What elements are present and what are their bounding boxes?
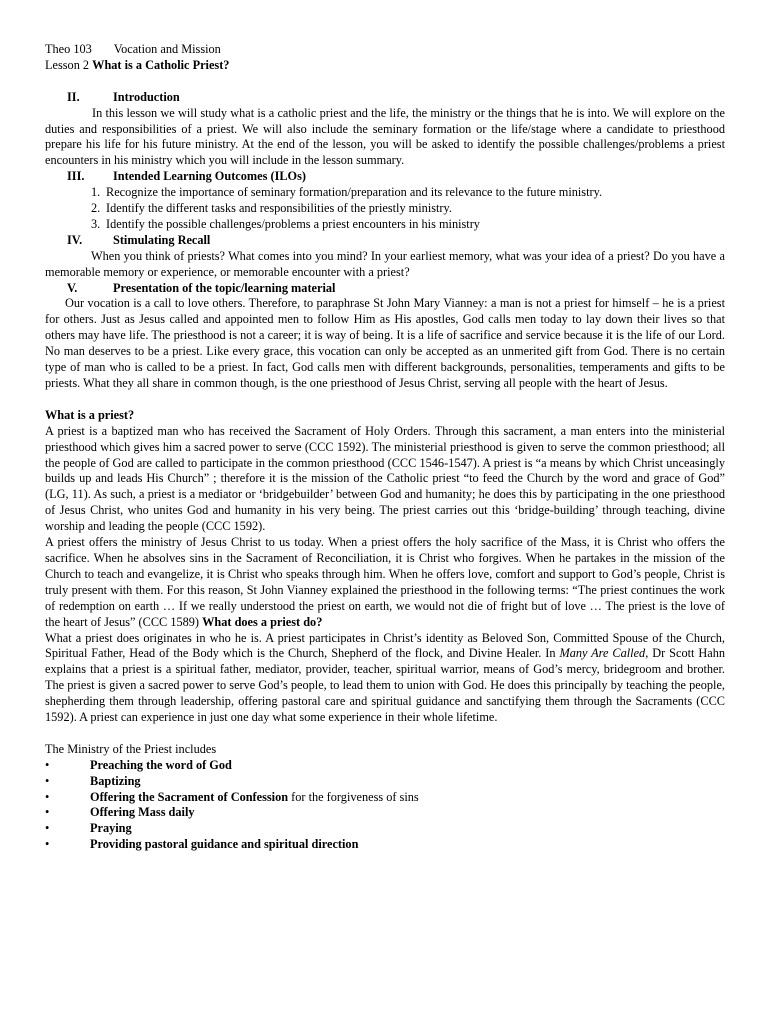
book-title: Many Are Called <box>559 646 646 661</box>
list-item: • Baptizing <box>45 773 141 788</box>
section-heading-ilos: III. Intended Learning Outcomes (ILOs) <box>67 169 307 184</box>
list-item: • Preaching the word of God <box>45 757 232 772</box>
list-item: • Praying <box>45 821 132 836</box>
list-item: • Providing pastoral guidance and spiritual direction <box>45 837 359 852</box>
list-item: 2. Identify the different tasks and responsibilities of the priestly ministry. <box>91 201 452 216</box>
section-heading-recall: IV. Stimulating Recall <box>67 232 211 247</box>
lesson-title: What is a Catholic Priest? <box>92 57 230 72</box>
list-item: • Offering Mass daily <box>45 805 195 820</box>
priest-role-paragraph: What a priest does originates in who he is. A priest participates in Christ’s identity as Beloved Son, Committed Spouse of the Church, Spiritual Father, Head of the Body which is the Church, Shepherd of the flock, and Divine Healer. In Many Are Called, Dr Scott Hahn explains that a priest is a spiritual father, mediator, provider, teacher, spiritual warrior, means of God’s mercy, bridegroom and brother. The priest is given a sacred power to serve God’s people, to lead them to union with God. He does this principally by teaching the people, shepherding them through leadership, offering pastoral care and spiritual guidance and sanctifying them through the Sacraments (CCC 1592). A priest can experience in just one day what some experience in their whole lifetime. <box>45 630 726 725</box>
priest-ministry-paragraph: A priest offers the ministry of Jesus Christ to us today. When a priest offers the holy sacrifice of the Mass, it is Christ who offers the sacrifice. When he absolves sins in the Sacrament of Reconciliation, it is Christ who forgives. When he partakes in the mission of the Church to teach and evangelize, it is Christ who speaks through him. When he offers love, comfort and support to God’s people, Christ is truly present with them. For this reason, St John Vianney explained the priesthood in the following terms: “The priest continues the work of redemption on earth … If we really understood the priest on earth, we would not die of fright but of love … The priest is the love of the heart of Jesus” (CCC 1589) What does a priest do? <box>45 535 725 629</box>
course-line <box>45 42 725 58</box>
what-does-a-priest-do-heading: What does a priest do? <box>202 614 323 629</box>
section-heading-presentation: V. Presentation of the topic/learning material <box>67 280 336 295</box>
section-heading-introduction: II. Introduction <box>67 89 180 104</box>
document-page <box>45 42 725 853</box>
introduction-paragraph: In this lesson we will study what is a catholic priest and the life, the ministry or the things that he is into. We will explore on the duties and responsibilities of a priest. We will also include the seminary formation or the life/stage where a candidate to priesthood prepare his life for his future ministry. At the end of the lesson, you will be asked to identify the possible challenges/problems a priest encounters in his ministry which you will include in the lesson summary. <box>45 105 725 168</box>
priest-definition-paragraph: A priest is a baptized man who has received the Sacrament of Holy Orders. Through this sacrament, a man enters into the ministerial priesthood which gives him a sacred power to serve (CCC 1592). The ministerial priesthood is given to serve the common priesthood; all the people of God are called to participate in the common priesthood (CCC 1546-1547). A priest is “a means by which Christ unceasingly builds up and leads His Church” ; therefore it is the mission of the Catholic priest “to feed the Church by the word and grace of God” (LG, 11). As such, a priest is a mediator or ‘bridgebuilder’ between God and humanity; he does this by participating in the one priesthood of Jesus Christ, who unites God and humanity in his very being. The priest carries out this ‘bridge-building’ through teaching, divine worship and leading the people (CCC 1592). <box>45 423 725 534</box>
ministry-intro: The Ministry of the Priest includes <box>45 741 217 756</box>
presentation-paragraph: Our vocation is a call to love others. Therefore, to paraphrase St John Mary Vianney: a man is not a priest for himself – he is a priest for others. Just as Jesus called and appointed men to follow Him as His apostles, God calls men today to lay down their lives so that others may have life. The priesthood is not a career; it is way of being. It is a life of sacrifice and service because it is the life of our Lord. No man deserves to be a priest. Like every grace, this vocation can only be accepted as an unmerited gift from God. There is no certain type of man who is called to be a priest. In fact, God calls men with different backgrounds, personalities, temperaments and gifts to be priests. What they all share in common though, is the one priesthood of Jesus Christ, serving all people with the heart of Jesus. <box>45 296 725 391</box>
course-code: Theo 103 <box>45 42 92 56</box>
recall-paragraph: When you think of priests? What comes into you mind? In your earliest memory, what was your idea of a priest? Do you have a memorable memory or experience, or memorable encounter with a priest? <box>45 248 725 279</box>
ministry-list <box>45 758 725 853</box>
what-is-a-priest-heading: What is a priest? <box>45 407 135 422</box>
lesson-number: Lesson 2 <box>45 57 90 72</box>
ilo-list <box>45 185 725 233</box>
course-title: Vocation and Mission <box>113 42 221 56</box>
list-item: • Offering the Sacrament of Confession for the forgiveness of sins <box>45 789 419 804</box>
list-item: 3. Identify the possible challenges/problems a priest encounters in his ministry <box>91 216 480 231</box>
lesson-line <box>45 58 725 74</box>
list-item: 1. Recognize the importance of seminary formation/preparation and its relevance to the future ministry. <box>91 185 603 200</box>
